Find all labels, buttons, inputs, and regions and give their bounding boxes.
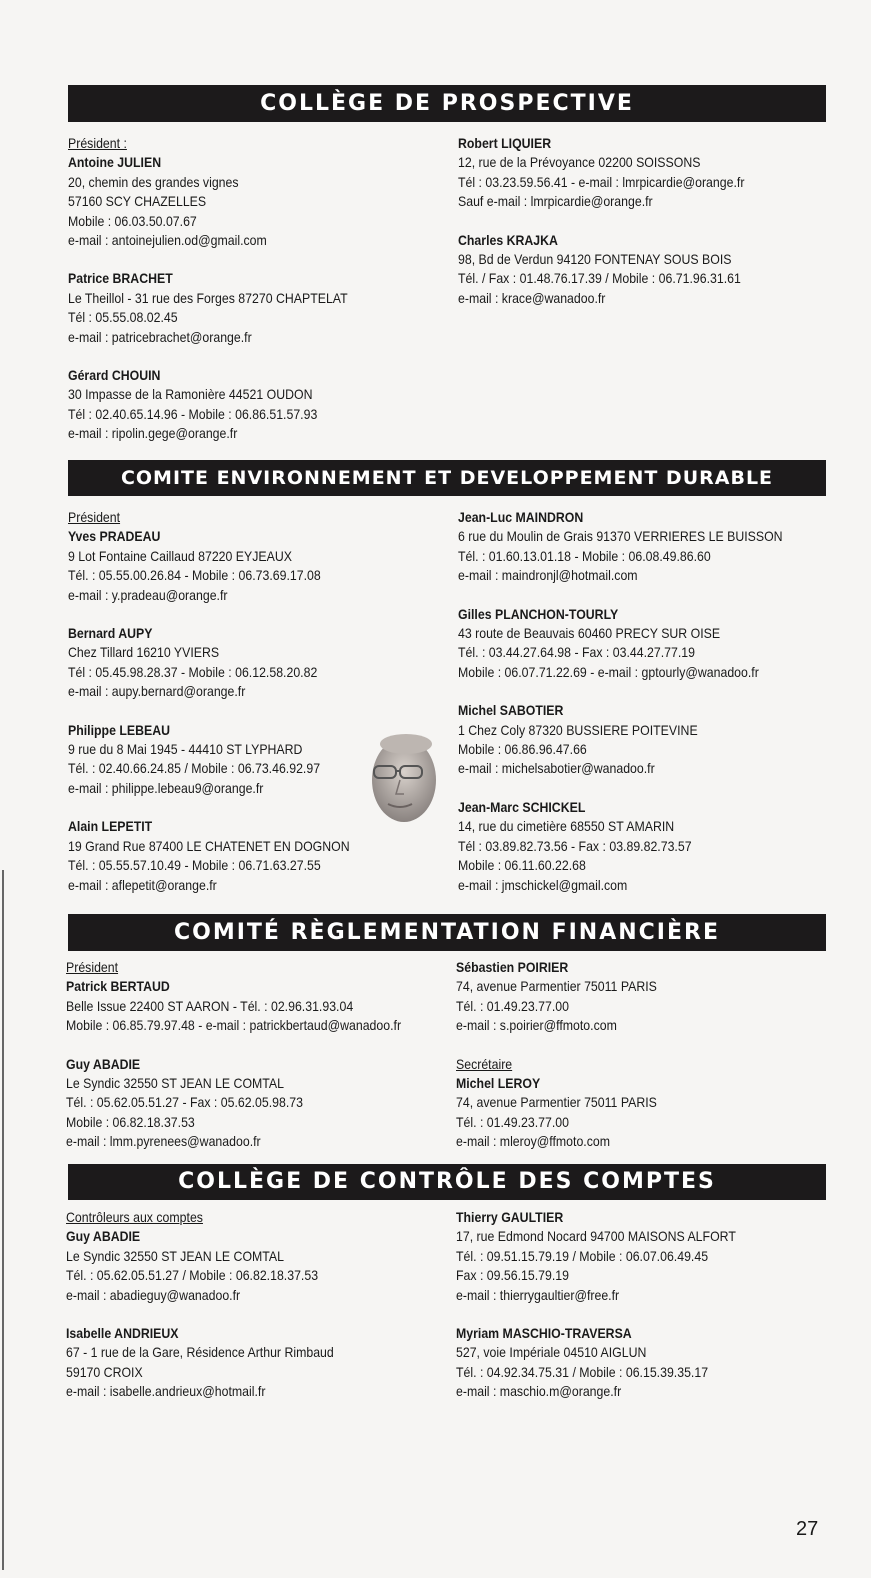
contact-detail: Tél : 02.40.65.14.96 - Mobile : 06.86.51.57.93 bbox=[68, 405, 318, 422]
contact-entry bbox=[68, 508, 350, 605]
contact-entry bbox=[458, 508, 783, 586]
contact-entry bbox=[458, 231, 744, 309]
contact-detail: Tél. : 01.49.23.77.00 bbox=[456, 1113, 570, 1130]
contact-detail: e-mail : krace@wanadoo.fr bbox=[458, 289, 606, 306]
contact-name: Patrick BERTAUD bbox=[66, 978, 170, 995]
entry-gap bbox=[68, 798, 350, 817]
entry-gap bbox=[456, 1305, 736, 1324]
contact-detail: e-mail : michelsabotier@wanadoo.fr bbox=[458, 760, 655, 777]
contact-entry bbox=[456, 1324, 736, 1402]
contact-role: Président bbox=[66, 959, 119, 975]
contact-detail: 59170 CROIX bbox=[66, 1363, 143, 1380]
entry-gap bbox=[66, 1036, 401, 1055]
portrait-photo bbox=[360, 730, 440, 838]
contact-detail: Mobile : 06.11.60.22.68 bbox=[458, 857, 586, 874]
contact-detail: 43 route de Beauvais 60460 PRECY SUR OISE bbox=[458, 625, 721, 642]
section-title-reglementation: COMITÉ RÈGLEMENTATION FINANCIÈRE bbox=[68, 914, 826, 951]
contact-detail: e-mail : lmm.pyrenees@wanadoo.fr bbox=[66, 1133, 261, 1150]
contact-detail: Mobile : 06.03.50.07.67 bbox=[68, 212, 197, 229]
contact-detail: Tél. : 05.55.57.10.49 - Mobile : 06.71.63.27.55 bbox=[68, 857, 321, 874]
contact-detail: 74, avenue Parmentier 75011 PARIS bbox=[456, 978, 657, 995]
entry-gap bbox=[68, 250, 348, 269]
entry-gap bbox=[68, 702, 350, 721]
contact-entry bbox=[456, 1055, 657, 1152]
contact-detail: Tél. : 05.62.05.51.27 / Mobile : 06.82.18.37.53 bbox=[66, 1267, 319, 1284]
contact-detail: e-mail : philippe.lebeau9@orange.fr bbox=[68, 779, 264, 796]
entry-gap bbox=[458, 779, 783, 798]
section-prospective-right bbox=[458, 134, 744, 308]
contact-detail: e-mail : maindronjl@hotmail.com bbox=[458, 567, 638, 584]
contact-name: Philippe LEBEAU bbox=[68, 721, 170, 738]
contact-detail: 57160 SCY CHAZELLES bbox=[68, 193, 207, 210]
contact-detail: 1 Chez Coly 87320 BUSSIERE POITEVINE bbox=[458, 721, 698, 738]
contact-detail: Tél. : 05.55.00.26.84 - Mobile : 06.73.69.17.08 bbox=[68, 567, 321, 584]
contact-detail: Mobile : 06.07.71.22.69 - e-mail : gptourly@wanadoo.fr bbox=[458, 663, 759, 680]
contact-entry bbox=[456, 1208, 736, 1305]
contact-entry bbox=[66, 958, 401, 1036]
section-title-environnement: COMITE ENVIRONNEMENT ET DEVELOPPEMENT DURABLE bbox=[68, 460, 826, 496]
contact-name: Bernard AUPY bbox=[68, 625, 153, 642]
contact-detail: 19 Grand Rue 87400 LE CHATENET EN DOGNON bbox=[68, 837, 350, 854]
contact-detail: Le Syndic 32550 ST JEAN LE COMTAL bbox=[66, 1247, 284, 1264]
contact-name: Michel SABOTIER bbox=[458, 702, 564, 719]
contact-detail: Le Syndic 32550 ST JEAN LE COMTAL bbox=[66, 1075, 284, 1092]
contact-entry bbox=[68, 721, 350, 799]
contact-name: Isabelle ANDRIEUX bbox=[66, 1325, 179, 1342]
contact-entry bbox=[66, 1324, 334, 1402]
contact-detail: Tél : 05.55.08.02.45 bbox=[68, 309, 178, 326]
contact-entry bbox=[66, 1208, 334, 1305]
contact-name: Charles KRAJKA bbox=[458, 231, 558, 248]
contact-detail: e-mail : patricebrachet@orange.fr bbox=[68, 328, 252, 345]
contact-detail: Sauf e-mail : lmrpicardie@orange.fr bbox=[458, 193, 653, 210]
entry-gap bbox=[68, 605, 350, 624]
contact-detail: e-mail : thierrygaultier@free.fr bbox=[456, 1286, 620, 1303]
contact-detail: 527, voie Impériale 04510 AIGLUN bbox=[456, 1344, 647, 1361]
contact-detail: Mobile : 06.85.79.97.48 - e-mail : patrickbertaud@wanadoo.fr bbox=[66, 1017, 402, 1034]
contact-detail: Tél. : 05.62.05.51.27 - Fax : 05.62.05.98.73 bbox=[66, 1094, 303, 1111]
contact-entry bbox=[66, 1055, 401, 1152]
contact-role: Président bbox=[68, 509, 121, 525]
contact-entry bbox=[458, 134, 744, 212]
contact-detail: Tél : 03.89.82.73.56 - Fax : 03.89.82.73.57 bbox=[458, 837, 692, 854]
contact-name: Yves PRADEAU bbox=[68, 528, 161, 545]
contact-detail: 67 - 1 rue de la Gare, Résidence Arthur Rimbaud bbox=[66, 1344, 334, 1361]
contact-detail: 6 rue du Moulin de Grais 91370 VERRIERES LE BUISSON bbox=[458, 528, 783, 545]
contact-detail: 14, rue du cimetière 68550 ST AMARIN bbox=[458, 818, 675, 835]
contact-name: Myriam MASCHIO-TRAVERSA bbox=[456, 1325, 632, 1342]
contact-entry bbox=[458, 701, 783, 779]
contact-detail: 9 Lot Fontaine Caillaud 87220 EYJEAUX bbox=[68, 547, 292, 564]
entry-gap bbox=[456, 1036, 657, 1055]
contact-detail: Tél. / Fax : 01.48.76.17.39 / Mobile : 06.71.96.31.61 bbox=[458, 270, 741, 287]
contact-entry bbox=[456, 958, 657, 1036]
contact-detail: Tél : 05.45.98.28.37 - Mobile : 06.12.58.20.82 bbox=[68, 663, 318, 680]
contact-entry bbox=[458, 798, 783, 895]
contact-detail: Mobile : 06.82.18.37.53 bbox=[66, 1113, 195, 1130]
contact-entry bbox=[68, 817, 350, 895]
contact-entry bbox=[68, 366, 348, 444]
contact-detail: Chez Tillard 16210 YVIERS bbox=[68, 644, 220, 661]
contact-role: Président : bbox=[68, 135, 127, 151]
contact-role: Secrétaire bbox=[456, 1055, 513, 1072]
contact-name: Thierry GAULTIER bbox=[456, 1209, 564, 1225]
contact-name: Jean-Marc SCHICKEL bbox=[458, 798, 586, 815]
section-title-controle: COLLÈGE DE CONTRÔLE DES COMPTES bbox=[68, 1164, 826, 1200]
contact-detail: e-mail : aflepetit@orange.fr bbox=[68, 876, 217, 893]
section-title-prospective: COLLÈGE DE PROSPECTIVE bbox=[68, 85, 826, 122]
section-environnement-left bbox=[68, 508, 350, 895]
contact-entry bbox=[68, 624, 350, 702]
contact-detail: e-mail : mleroy@ffmoto.com bbox=[456, 1133, 610, 1150]
contact-detail: e-mail : aupy.bernard@orange.fr bbox=[68, 683, 246, 700]
contact-entry bbox=[68, 134, 348, 250]
contact-detail: 74, avenue Parmentier 75011 PARIS bbox=[456, 1094, 657, 1111]
section-controle-left bbox=[66, 1208, 334, 1402]
entry-gap bbox=[458, 682, 783, 701]
contact-detail: Mobile : 06.86.96.47.66 bbox=[458, 741, 587, 758]
contact-entry bbox=[458, 605, 783, 683]
entry-gap bbox=[458, 212, 744, 231]
contact-detail: Tél. : 09.51.15.79.19 / Mobile : 06.07.06.49.45 bbox=[456, 1247, 709, 1264]
contact-detail: 20, chemin des grandes vignes bbox=[68, 173, 239, 190]
section-controle-right bbox=[456, 1208, 736, 1402]
contact-name: Gilles PLANCHON-TOURLY bbox=[458, 605, 619, 622]
contact-detail: e-mail : jmschickel@gmail.com bbox=[458, 876, 628, 893]
contact-name: Alain LEPETIT bbox=[68, 818, 153, 835]
contact-name: Jean-Luc MAINDRON bbox=[458, 509, 584, 525]
contact-name: Guy ABADIE bbox=[66, 1228, 141, 1245]
contact-detail: e-mail : ripolin.gege@orange.fr bbox=[68, 425, 238, 442]
contact-detail: 9 rue du 8 Mai 1945 - 44410 ST LYPHARD bbox=[68, 741, 303, 758]
entry-gap bbox=[66, 1305, 334, 1324]
section-reglementation-right bbox=[456, 958, 657, 1152]
contact-name: Patrice BRACHET bbox=[68, 270, 173, 287]
contact-detail: Tél. : 04.92.34.75.31 / Mobile : 06.15.39.35.17 bbox=[456, 1363, 709, 1380]
contact-detail: 30 Impasse de la Ramonière 44521 OUDON bbox=[68, 386, 313, 403]
contact-detail: e-mail : antoinejulien.od@gmail.com bbox=[68, 232, 267, 249]
page-number: 27 bbox=[796, 1518, 819, 1540]
contact-detail: Belle Issue 22400 ST AARON - Tél. : 02.96.31.93.04 bbox=[66, 997, 354, 1014]
entry-gap bbox=[68, 347, 348, 366]
contact-name: Antoine JULIEN bbox=[68, 154, 162, 171]
contact-detail: Tél : 03.23.59.56.41 - e-mail : lmrpicardie@orange.fr bbox=[458, 173, 745, 190]
contact-detail: Tél. : 01.60.13.01.18 - Mobile : 06.08.49.86.60 bbox=[458, 547, 711, 564]
contact-detail: 17, rue Edmond Nocard 94700 MAISONS ALFORT bbox=[456, 1228, 736, 1245]
contact-entry bbox=[68, 269, 348, 347]
contact-detail: Tél. : 03.44.27.64.98 - Fax : 03.44.27.77.19 bbox=[458, 644, 695, 661]
contact-detail: Tél. : 01.49.23.77.00 bbox=[456, 997, 570, 1014]
contact-detail: e-mail : s.poirier@ffmoto.com bbox=[456, 1017, 617, 1034]
contact-detail: e-mail : maschio.m@orange.fr bbox=[456, 1383, 622, 1400]
contact-detail: Le Theillol - 31 rue des Forges 87270 CHAPTELAT bbox=[68, 289, 348, 306]
contact-detail: 98, Bd de Verdun 94120 FONTENAY SOUS BOIS bbox=[458, 251, 732, 268]
contact-name: Robert LIQUIER bbox=[458, 135, 552, 151]
contact-name: Gérard CHOUIN bbox=[68, 367, 161, 384]
contact-detail: e-mail : isabelle.andrieux@hotmail.fr bbox=[66, 1383, 266, 1400]
contact-detail: 12, rue de la Prévoyance 02200 SOISSONS bbox=[458, 154, 701, 171]
contact-name: Sébastien POIRIER bbox=[456, 959, 569, 975]
entry-gap bbox=[458, 586, 783, 605]
contact-detail: Tél. : 02.40.66.24.85 / Mobile : 06.73.46.92.97 bbox=[68, 760, 321, 777]
binding-edge bbox=[2, 870, 4, 1570]
section-environnement-right bbox=[458, 508, 783, 895]
contact-detail: Fax : 09.56.15.79.19 bbox=[456, 1267, 570, 1284]
contact-detail: e-mail : abadieguy@wanadoo.fr bbox=[66, 1286, 241, 1303]
section-reglementation-left bbox=[66, 958, 401, 1152]
section-prospective-left bbox=[68, 134, 348, 444]
contact-role: Contrôleurs aux comptes bbox=[66, 1209, 203, 1225]
contact-name: Michel LEROY bbox=[456, 1075, 541, 1092]
contact-name: Guy ABADIE bbox=[66, 1055, 141, 1072]
contact-detail: e-mail : y.pradeau@orange.fr bbox=[68, 586, 228, 603]
